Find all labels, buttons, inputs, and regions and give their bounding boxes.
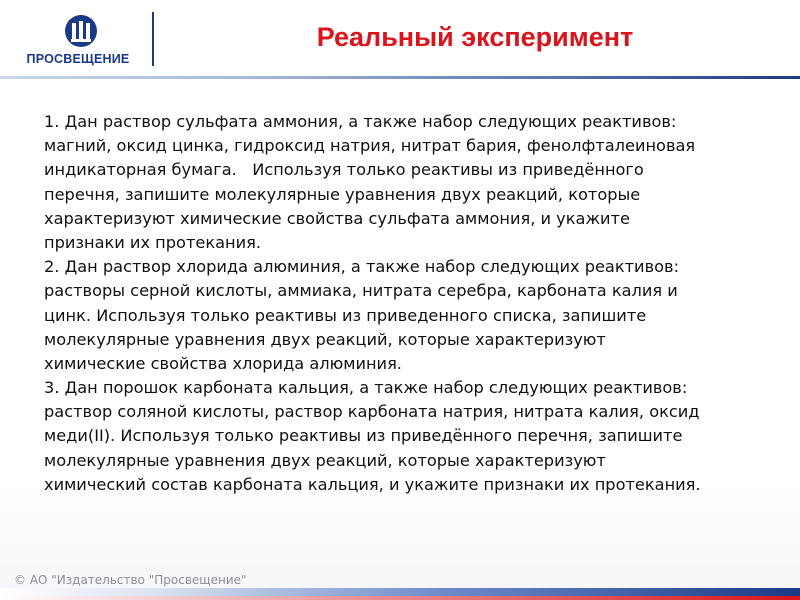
text-line: характеризуют химические свойства сульфата аммония, и укажите	[44, 208, 630, 228]
text-line: раствор соляной кислоты, раствор карбоната натрия, нитрата калия, оксид	[44, 402, 700, 422]
publisher-emblem-icon	[64, 14, 98, 48]
text-line: перечня, запишите молекулярные уравнения двух реакций, которые	[44, 184, 641, 204]
text-line: молекулярные уравнения двух реакций, которые характеризуют	[44, 450, 606, 470]
publisher-logo-text: ПРОСВЕЩЕНИЕ	[26, 52, 130, 66]
text-line: цинк. Используя только реактивы из приведенного списка, запишите	[44, 305, 647, 325]
text-line: растворы серной кислоты, аммиака, нитрата серебра, карбоната калия и	[44, 281, 678, 301]
slide-title: Реальный эксперимент	[316, 22, 634, 52]
text-line: химические свойства хлорида алюминия.	[44, 353, 402, 373]
publisher-logo	[14, 10, 154, 70]
text-line: 1. Дан раствор сульфата аммония, а также набор следующих реактивов:	[44, 112, 677, 131]
text-line: молекулярные уравнения двух реакций, которые характеризуют	[44, 329, 606, 349]
text-line: индикаторная бумага. Используя только реактивы из приведённого	[44, 160, 644, 180]
header-divider	[152, 12, 154, 66]
text-line: признаки их протекания.	[44, 232, 262, 252]
footer-copyright: © АО "Издательство "Просвещение"	[14, 573, 247, 587]
header-rule	[0, 76, 800, 79]
text-line: магний, оксид цинка, гидроксид натрия, нитрат бария, фенолфталеиновая	[44, 136, 696, 156]
text-line: 3. Дан порошок карбоната кальция, а также набор следующих реактивов:	[44, 378, 688, 398]
footer-bar	[0, 588, 800, 600]
text-line: химический состав карбоната кальция, и укажите признаки их протекания.	[44, 474, 701, 494]
text-line: 2. Дан раствор хлорида алюминия, а также набор следующих реактивов:	[44, 257, 680, 277]
text-line: меди(II). Используя только реактивы из приведённого перечня, запишите	[44, 426, 683, 446]
task-text	[44, 110, 756, 497]
